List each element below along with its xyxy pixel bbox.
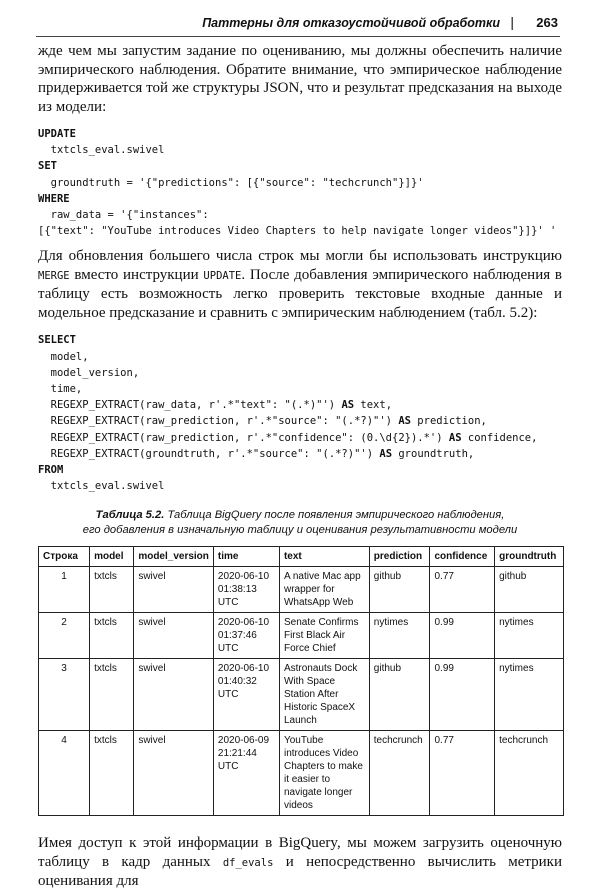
table-cell-model: txtcls <box>90 731 134 816</box>
code-line <box>38 365 562 381</box>
column-header: prediction <box>369 547 430 567</box>
paragraph-1: жде чем мы запустим задание по оцениванию, мы должны обеспечить наличие эмпирического наблюдения. Обратите внимание, что эмпирическое наблюдение придерживается той же структуры JSON, что и результат предсказания на выходе из модели: <box>38 43 562 115</box>
code-text: model_version, <box>38 366 140 379</box>
column-header: Строка <box>39 547 90 567</box>
code-line <box>38 413 562 429</box>
code-line <box>38 142 562 158</box>
code-text: groundtruth, <box>392 447 475 460</box>
code-line <box>38 207 562 223</box>
table-cell-model-version: swivel <box>134 659 214 731</box>
table-cell-groundtruth: nytimes <box>495 659 564 731</box>
table-cell-text: Senate Confirms First Black Air Force Chief <box>279 613 369 659</box>
table-cell-prediction: github <box>369 567 430 613</box>
code-text: REGEXP_EXTRACT(raw_data, r'.*"text": "(.*)"') <box>38 399 342 412</box>
sql-keyword: WHERE <box>38 192 70 205</box>
paragraph-2 <box>38 247 562 322</box>
code-text: confidence, <box>461 431 538 444</box>
code-block-select <box>38 332 562 494</box>
table-cell-confidence: 0.99 <box>430 659 495 731</box>
code-line <box>38 349 562 365</box>
header-separator: | <box>510 14 514 30</box>
code-text: text, <box>354 399 393 412</box>
code-text: raw_data = '{"instances": <box>38 209 209 222</box>
table-cell-confidence: 0.77 <box>430 567 495 613</box>
page-body <box>38 42 562 891</box>
table-row <box>39 613 564 659</box>
table-cell-time: 2020-06-10 01:40:32 UTC <box>213 659 279 731</box>
table-caption <box>38 508 562 538</box>
paragraph-3-text-2: и непосредственно вычислить метрики оценивания для <box>38 853 562 890</box>
table-cell-confidence: 0.77 <box>430 731 495 816</box>
table-cell-time: 2020-06-09 21:21:44 UTC <box>213 731 279 816</box>
code-line <box>38 381 562 397</box>
sql-keyword: AS <box>341 399 355 412</box>
table-cell-text: Astronauts Dock With Space Station After Historic SpaceX Launch <box>279 659 369 731</box>
code-line <box>38 175 562 191</box>
code-line <box>38 478 562 494</box>
table-cell-groundtruth: github <box>495 567 564 613</box>
paragraph-3 <box>38 834 562 891</box>
paragraph-2-text-1: Для обновления большего числа строк мы могли бы использовать инструкцию <box>38 248 562 265</box>
table-cell-строка: 1 <box>39 567 90 613</box>
sql-keyword: AS <box>379 447 393 460</box>
code-line <box>38 430 562 446</box>
code-line <box>38 223 562 239</box>
column-header: time <box>213 547 279 567</box>
paragraph-2-text-2: вместо инструкции <box>69 266 204 283</box>
table-cell-model-version: swivel <box>134 567 214 613</box>
table-row <box>39 659 564 731</box>
table-cell-model-version: swivel <box>134 731 214 816</box>
page-number: 263 <box>536 15 558 30</box>
table-row <box>39 731 564 816</box>
code-line <box>38 158 562 174</box>
table-cell-model: txtcls <box>90 567 134 613</box>
code-line <box>38 191 562 207</box>
table-cell-time: 2020-06-10 01:37:46 UTC <box>213 613 279 659</box>
running-header <box>36 14 560 37</box>
sql-keyword: SELECT <box>38 334 76 347</box>
inline-code-merge: MERGE <box>38 269 70 282</box>
code-line <box>38 332 562 348</box>
column-header: confidence <box>430 547 495 567</box>
sql-keyword: SET <box>38 160 57 173</box>
column-header: text <box>279 547 369 567</box>
table-cell-строка: 2 <box>39 613 90 659</box>
table-cell-groundtruth: nytimes <box>495 613 564 659</box>
code-text: REGEXP_EXTRACT(raw_prediction, r'.*"confidence": (0.\d{2}).*') <box>38 431 449 444</box>
table-cell-model-version: swivel <box>134 613 214 659</box>
table-caption-label: Таблица 5.2. <box>95 509 165 522</box>
code-line <box>38 126 562 142</box>
code-line <box>38 397 562 413</box>
table-cell-prediction: techcrunch <box>369 731 430 816</box>
results-table <box>38 546 564 816</box>
column-header: groundtruth <box>495 547 564 567</box>
code-text: [{"text": "YouTube introduces Video Chapters to help navigate longer videos"}]}' ' <box>38 225 557 238</box>
table-body <box>39 567 564 816</box>
inline-code-df-evals: df_evals <box>222 856 274 869</box>
table-caption-line-1 <box>38 508 562 523</box>
header-title: Паттерны для отказоустойчивой обработки <box>202 16 500 30</box>
code-text: model, <box>38 350 89 363</box>
code-text: REGEXP_EXTRACT(raw_prediction, r'.*"source": "(.*?)"') <box>38 415 399 428</box>
code-text: groundtruth = '{"predictions": [{"source": "techcrunch"}]}' <box>38 176 424 189</box>
table-cell-text: YouTube introduces Video Chapters to make it easier to navigate longer videos <box>279 731 369 816</box>
table-cell-строка: 4 <box>39 731 90 816</box>
sql-keyword: FROM <box>38 464 64 477</box>
column-header: model <box>90 547 134 567</box>
code-text: txtcls_eval.swivel <box>38 144 165 157</box>
code-text: REGEXP_EXTRACT(groundtruth, r'.*"source": "(.*?)"') <box>38 447 380 460</box>
code-text: time, <box>38 383 83 396</box>
table-cell-time: 2020-06-10 01:38:13 UTC <box>213 567 279 613</box>
table-cell-prediction: nytimes <box>369 613 430 659</box>
sql-keyword: UPDATE <box>38 128 76 140</box>
paragraph-3-text-1: Имея доступ к этой информации в BigQuery, мы можем загрузить оценочную таблицу в кадр данных <box>38 835 562 870</box>
table-caption-line-2: его добавления в изначальную таблицу и оценивания результативности модели <box>82 524 518 537</box>
table-cell-строка: 3 <box>39 659 90 731</box>
code-block-update <box>38 126 562 239</box>
inline-code-update: UPDATE <box>203 269 242 282</box>
table-cell-prediction: github <box>369 659 430 731</box>
table-cell-model: txtcls <box>90 613 134 659</box>
paragraph-2-text-3: . После добавления эмпирического наблюдения в таблицу есть возможность легко проверить текстовые входные данные и модельное предсказание и сравнить с эмпирическим наблюдением (табл. 5.2): <box>38 266 562 321</box>
table-caption-text-1: Таблица BigQuery после появления эмпирического наблюдения, <box>164 509 505 522</box>
code-line <box>38 446 562 462</box>
table-cell-model: txtcls <box>90 659 134 731</box>
table-cell-text: A native Mac app wrapper for WhatsApp Web <box>279 567 369 613</box>
column-header: model_version <box>134 547 214 567</box>
table-header-row <box>39 547 564 567</box>
table-row <box>39 567 564 613</box>
code-line <box>38 462 562 478</box>
table-cell-groundtruth: techcrunch <box>495 731 564 816</box>
code-text: txtcls_eval.swivel <box>38 480 165 493</box>
table-cell-confidence: 0.99 <box>430 613 495 659</box>
sql-keyword: AS <box>398 415 411 428</box>
sql-keyword: AS <box>448 431 462 444</box>
code-text: prediction, <box>410 415 487 428</box>
